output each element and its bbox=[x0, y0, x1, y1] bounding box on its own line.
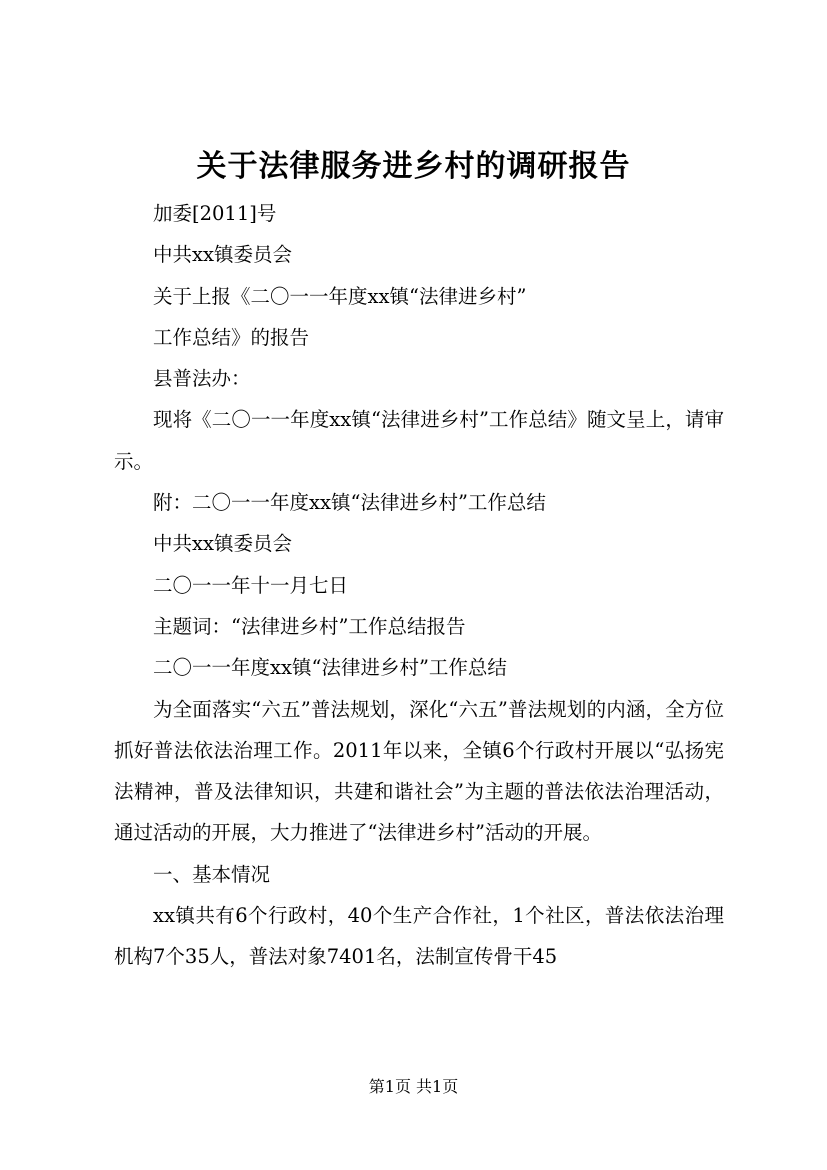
document-body bbox=[114, 193, 724, 978]
paragraph-attachment: 附：二〇一一年度xx镇“法律进乡村”工作总结 bbox=[153, 491, 546, 515]
paragraph-date: 二〇一一年十一月七日 bbox=[153, 573, 349, 597]
paragraph-section-heading: 一、基本情况 bbox=[153, 862, 271, 886]
paragraph-signature: 中共xx镇委员会 bbox=[153, 532, 292, 556]
paragraph-intro: 为全面落实“六五”普法规划，深化“六五”普法规划的内涵，全方位抓好普法依法治理工作。2011年以来，全镇6个行政村开展以“弘扬宪法精神，普及法律知识，共建和谐社会”为主题的普法依法治理活动，通过活动的开展，大力推进了“法律进乡村”活动的开展。 bbox=[114, 697, 724, 845]
page-footer: 第1页 共1页 bbox=[368, 1077, 459, 1096]
paragraph-submission: 现将《二〇一一年度xx镇“法律进乡村”工作总结》随文呈上，请审示。 bbox=[114, 408, 724, 473]
paragraph-recipient: 县普法办： bbox=[153, 367, 251, 391]
paragraph-keywords: 主题词：“法律进乡村”工作总结报告 bbox=[153, 614, 466, 638]
paragraph-basic-info: xx镇共有6个行政村，40个生产合作社，1个社区，普法依法治理机构7个35人，普法对象7401名，法制宣传骨干45 bbox=[114, 904, 724, 969]
paragraph-subject-line-2: 工作总结》的报告 bbox=[153, 325, 310, 349]
paragraph-subject-line-1: 关于上报《二〇一一年度xx镇“法律进乡村” bbox=[153, 284, 527, 308]
document-title: 关于法律服务进乡村的调研报告 bbox=[196, 149, 631, 184]
paragraph-summary-title: 二〇一一年度xx镇“法律进乡村”工作总结 bbox=[153, 656, 507, 680]
paragraph-issuer: 中共xx镇委员会 bbox=[153, 243, 292, 267]
paragraph-doc-number: 加委[2011]号 bbox=[153, 202, 277, 225]
